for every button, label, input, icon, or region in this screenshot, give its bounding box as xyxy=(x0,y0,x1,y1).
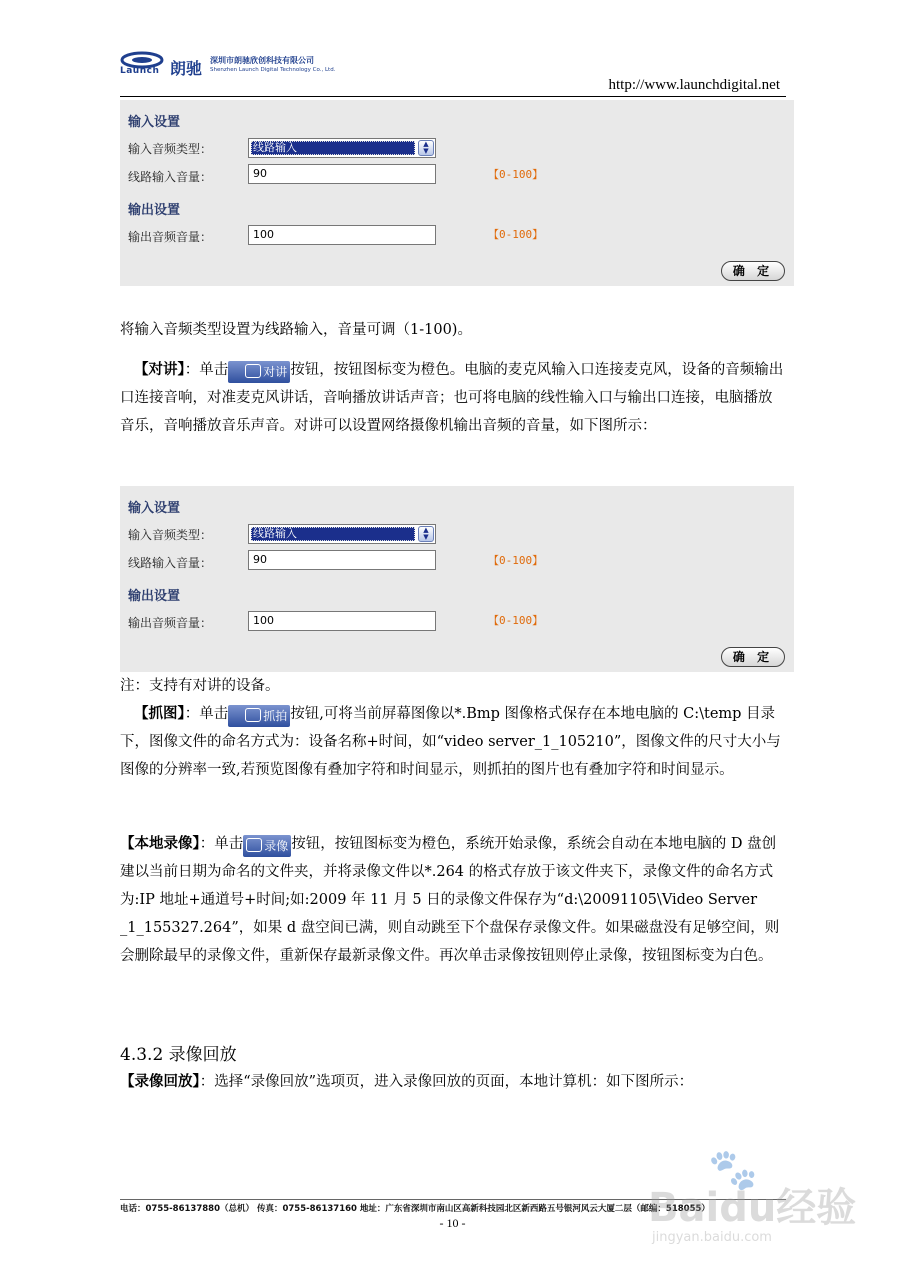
output-volume-range: 【0-100】 xyxy=(488,228,544,241)
talk-icon xyxy=(245,364,261,378)
company-name-cn: 深圳市朗驰欣创科技有限公司 xyxy=(210,56,314,65)
output-volume-input[interactable]: 100 xyxy=(248,225,436,245)
paragraph-playback xyxy=(120,1068,786,1096)
output-settings-heading: 输出设置 xyxy=(128,589,181,604)
record-button-label: 录像 xyxy=(264,839,289,853)
input-type-select[interactable] xyxy=(248,524,436,544)
snapshot-button[interactable] xyxy=(228,705,290,727)
camera-icon xyxy=(245,708,261,722)
paragraph-local-record xyxy=(120,830,786,970)
output-settings-heading: 输出设置 xyxy=(128,203,181,218)
baidu-watermark xyxy=(648,1146,868,1266)
line-volume-label: 线路输入音量： xyxy=(128,556,213,570)
confirm-button[interactable]: 确 定 xyxy=(721,647,785,667)
note-text: 注：支持有对讲的设备。 xyxy=(120,678,280,694)
snapshot-button-label: 抓拍 xyxy=(263,709,288,723)
input-type-value: 线路输入 xyxy=(251,141,415,155)
input-type-label: 输入音频类型： xyxy=(128,528,213,542)
rec-pre: ：单击 xyxy=(199,836,244,852)
play-title: 【录像回放】 xyxy=(120,1073,200,1090)
play-text: ：选择“录像回放”选项页，进入录像回放的页面，本地计算机：如下图所示： xyxy=(199,1074,694,1090)
spinner-arrows-icon[interactable]: ▲ ▼ xyxy=(418,526,434,542)
confirm-button[interactable]: 确 定 xyxy=(721,261,785,281)
input-settings-heading: 输入设置 xyxy=(128,115,181,130)
rec-title: 【本地录像】 xyxy=(120,835,200,852)
snap-pre: ：单击 xyxy=(184,706,229,722)
rec-text: 按钮，按钮图标变为橙色，系统开始录像，系统会自动在本地电脑的 D 盘创建以当前日期为命名的文件夹，并将录像文件以*.264 的格式存放于该文件夹下，录像文件的命名方式为:IP 地址+通道号+时间;如:2009 年 11 月 5 日的录像文件保存为“d:\20091105\Video Server _1_155327.264”，如果 d 盘空间已满，则自动跳至下个盘保存录像文件。如果磁盘没有足够空间，则会删除最早的录像文件，重新保存最新录像文件。再次单击录像按钮则停止录像，按钮图标变为白色。 xyxy=(120,836,780,964)
company-logo xyxy=(120,50,360,82)
output-volume-range: 【0-100】 xyxy=(488,614,544,627)
footer-contact: 电话：0755-86137880（总机） 传真：0755-86137160 地址：广东省深圳市南山区高新科技园北区新西路五号银河风云大厦二层（邮编：518055） xyxy=(120,1204,710,1214)
page-number: - 10 - xyxy=(439,1216,466,1230)
line-volume-range: 【0-100】 xyxy=(488,168,544,181)
section-title: 4.3.2 录像回放 xyxy=(120,1045,237,1065)
input-type-select[interactable] xyxy=(248,138,436,158)
snap-text: 按钮,可将当前屏幕图像以*.Bmp 图像格式保存在本地电脑的 C:\temp 目录下，图像文件的命名方式为：设备名称+时间，如“video server_1_105210”，图像文件的尺寸大小与图像的分辨率一致,若预览图像有叠加字符和时间显示，则抓拍的图片也有叠加字符和时间显示。 xyxy=(120,706,781,778)
snap-title: 【抓图】 xyxy=(134,705,185,722)
talk-text: 按钮，按钮图标变为橙色。电脑的麦克风输入口连接麦克风，设备的音频输出口连接音响，对准麦克风讲话，音响播放讲话声音；也可将电脑的线性输入口与输出口连接，电脑播放音乐，音响播放音乐声音。对讲可以设置网络摄像机输出音频的音量，如下图所示： xyxy=(120,362,784,434)
watermark-logo: Baidu经验 xyxy=(648,1185,857,1231)
logo-word: Launch xyxy=(120,66,160,76)
input-settings-heading: 输入设置 xyxy=(128,501,181,516)
logo-cn: 朗驰 xyxy=(170,59,203,78)
output-volume-label: 输出音频音量： xyxy=(128,616,213,630)
talk-button[interactable] xyxy=(228,361,290,383)
input-type-value: 线路输入 xyxy=(251,527,415,541)
header-divider xyxy=(120,96,786,97)
output-volume-label: 输出音频音量： xyxy=(128,230,213,244)
website-url[interactable]: http://www.launchdigital.net xyxy=(608,77,780,93)
line-volume-input[interactable]: 90 xyxy=(248,164,436,184)
paragraph-snapshot xyxy=(120,700,786,784)
paw-icon: 🐾 xyxy=(708,1147,758,1193)
talk-title: 【对讲】 xyxy=(134,361,185,378)
company-name-en: Shenzhen Launch Digital Technology Co., Ltd. xyxy=(210,67,336,73)
paragraph-talk xyxy=(120,356,786,440)
paragraph-input-type: 将输入音频类型设置为线路输入，音量可调（1-100)。 xyxy=(120,322,472,338)
line-volume-range: 【0-100】 xyxy=(488,554,544,567)
input-type-label: 输入音频类型： xyxy=(128,142,213,156)
audio-settings-panel-1 xyxy=(120,100,794,286)
line-volume-input[interactable]: 90 xyxy=(248,550,436,570)
watermark-url: jingyan.baidu.com xyxy=(652,1230,772,1245)
talk-pre: ：单击 xyxy=(184,362,229,378)
audio-settings-panel-2 xyxy=(120,486,794,672)
talk-button-label: 对讲 xyxy=(263,365,288,379)
record-icon xyxy=(246,838,262,852)
output-volume-input[interactable]: 100 xyxy=(248,611,436,631)
record-button[interactable] xyxy=(243,835,291,857)
spinner-arrows-icon[interactable]: ▲ ▼ xyxy=(418,140,434,156)
line-volume-label: 线路输入音量： xyxy=(128,170,213,184)
